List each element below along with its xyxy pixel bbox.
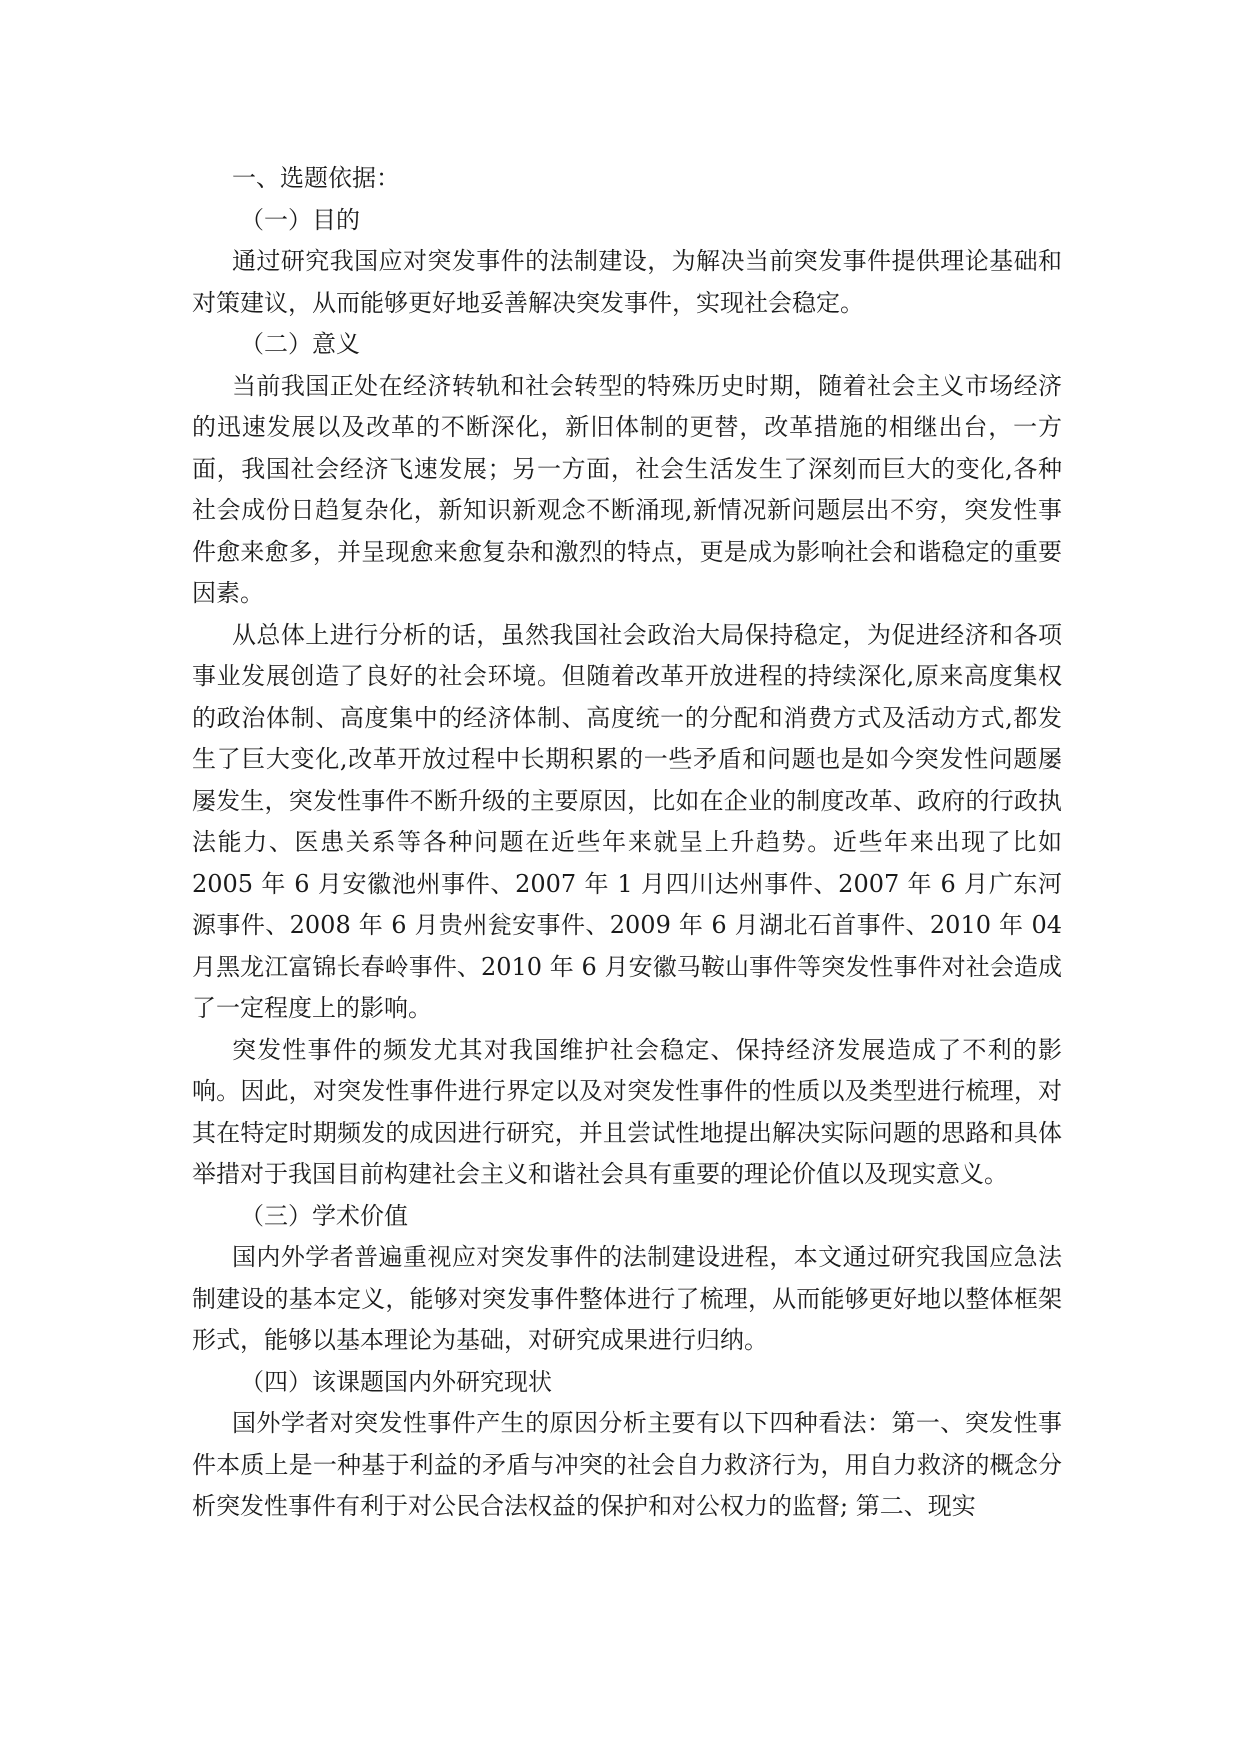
academic-value-heading: （三）学术价值 [240, 1201, 408, 1230]
significance-paragraph-1: 当前我国正处在经济转轨和社会转型的特殊历史时期，随着社会主义市场经济的迅速发展以及改革的不断深化，新旧体制的更替，改革措施的相继出台，一方面，我国社会经济飞速发展；另一方面，社会生活发生了深刻而巨大的变化,各种社会成份日趋复杂化，新知识新观念不断涌现,新情况新问题层出不穷，突发性事件愈来愈多，并呈现愈来愈复杂和激烈的特点，更是成为影响社会和谐稳定的重要因素。 [192, 371, 1062, 607]
research-status-heading: （四）该课题国内外研究现状 [240, 1367, 552, 1396]
purpose-heading: （一）目的 [240, 205, 360, 234]
academic-value-paragraph: 国内外学者普遍重视应对突发事件的法制建设进程，本文通过研究我国应急法制建设的基本定义，能够对突发事件整体进行了梳理，从而能够更好地以整体框架形式，能够以基本理论为基础，对研究成果进行归纳。 [192, 1243, 1062, 1354]
research-status-paragraph: 国外学者对突发性事件产生的原因分析主要有以下四种看法：第一、突发性事件本质上是一种基于利益的矛盾与冲突的社会自力救济行为，用自力救济的概念分析突发性事件有利于对公民合法权益的保护和对公权力的监督; 第二、现实 [192, 1409, 1062, 1520]
section-title: 一、选题依据： [232, 164, 400, 192]
significance-heading: （二）意义 [240, 330, 360, 358]
significance-paragraph-2: 从总体上进行分析的话，虽然我国社会政治大局保持稳定，为促进经济和各项事业发展创造了良好的社会环境。但随着改革开放进程的持续深化,原来高度集权的政治体制、高度集中的经济体制、高度统一的分配和消费方式及活动方式,都发生了巨大变化,改革开放过程中长期积累的一些矛盾和问题也是如今突发性问题屡屡发生，突发性事件不断升级的主要原因，比如在企业的制度改革、政府的行政执法能力、医患关系等各种问题在近些年来就呈上升趋势。近些年来出现了比如 2005 年 6 月安徽池州事件、2007 年 1 月四川达州事件、2007 年 6 月广东河源事件、2008 年 6 月贵州瓮安事件、2009 年 6 月湖北石首事件、2010 年 04 月黑龙江富锦长春岭事件、2010 年 6 月安徽马鞍山事件等突发性事件对社会造成了一定程度上的影响。 [192, 620, 1062, 1022]
purpose-paragraph: 通过研究我国应对突发事件的法制建设，为解决当前突发事件提供理论基础和对策建议，从而能够更好地妥善解决突发事件，实现社会稳定。 [192, 247, 1062, 317]
document-body [192, 158, 1062, 1528]
significance-paragraph-3: 突发性事件的频发尤其对我国维护社会稳定、保持经济发展造成了不利的影响。因此，对突发性事件进行界定以及对突发性事件的性质以及类型进行梳理，对其在特定时期频发的成因进行研究，并且尝试性地提出解决实际问题的思路和具体举措对于我国目前构建社会主义和谐社会具有重要的理论价值以及现实意义。 [192, 1035, 1062, 1188]
